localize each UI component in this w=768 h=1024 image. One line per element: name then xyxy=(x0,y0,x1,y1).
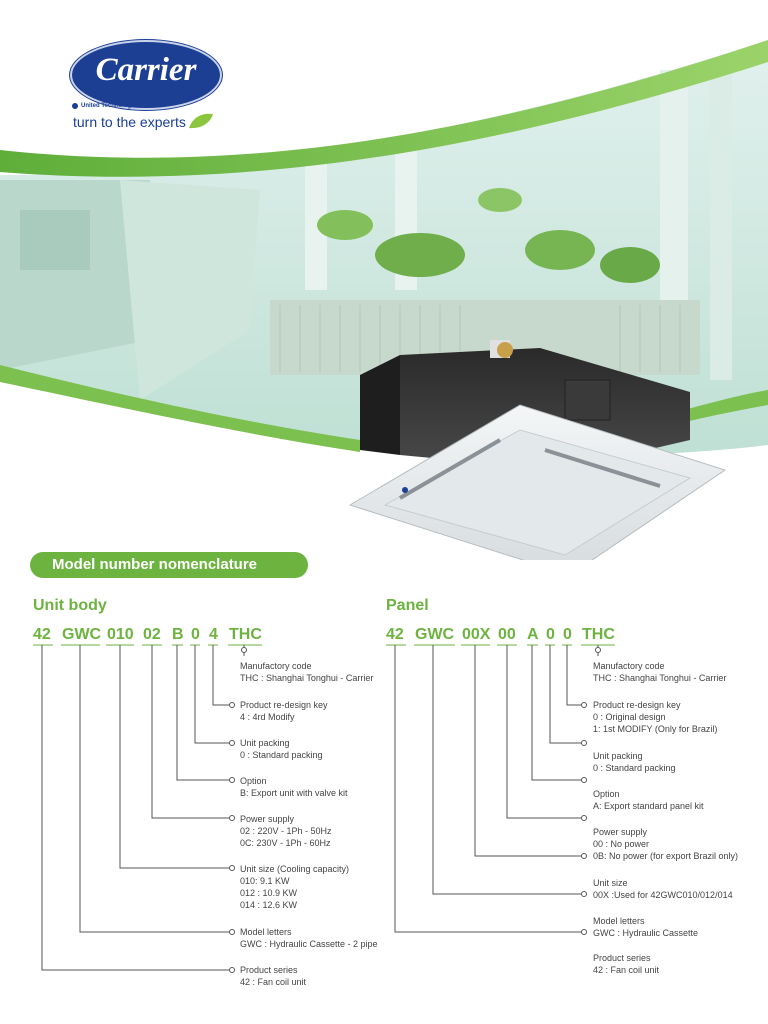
unit-body-title: Unit body xyxy=(33,597,107,614)
unit-body-code-part: 42 xyxy=(33,626,51,643)
panel-label-redesign: Product re-design key 0 : Original design 1: 1st MODIFY (Only for Brazil) xyxy=(593,700,718,734)
panel-label-model: Model letters GWC : Hydraulic Cassette xyxy=(593,916,699,938)
unit-body-code-part: 0 xyxy=(191,626,200,643)
panel-label-size: Unit size 00X :Used for 42GWC010/012/014 xyxy=(593,878,733,900)
unit-body-code-part: 4 xyxy=(209,626,218,643)
panel-code-part: 0 xyxy=(563,626,572,643)
panel-label-power: Power supply 00 : No power 0B: No power (for export Brazil only) xyxy=(593,827,739,861)
panel-code-part: 00X xyxy=(462,626,491,643)
parent-company: United Technologies xyxy=(81,103,140,109)
unit-body-label-redesign: Product re-design key 4 : 4rd Modify xyxy=(240,700,328,722)
section-banner: Model number nomenclature xyxy=(30,552,308,578)
unit-body-code-part: THC xyxy=(229,626,262,643)
panel-label-manufactory: Manufactory code THC : Shanghai Tonghui - Carrier xyxy=(593,661,727,683)
panel-code-part: 42 xyxy=(386,626,404,643)
unit-body-label-packing: Unit packing 0 : Standard packing xyxy=(240,738,323,760)
unit-body-code-part: B xyxy=(172,626,184,643)
unit-body-code-part: 02 xyxy=(143,626,161,643)
unit-body-label-power: Power supply 02 : 220V - 1Ph - 50Hz 0C: 230V - 1Ph - 60Hz xyxy=(240,814,332,848)
panel-label-option: Option A: Export standard panel kit xyxy=(593,789,704,811)
unit-body-label-option: Option B: Export unit with valve kit xyxy=(240,776,348,798)
brand-name: Carrier xyxy=(95,52,197,88)
unit-body-label-series: Product series 42 : Fan coil unit xyxy=(240,965,307,987)
unit-body-code-part: 010 xyxy=(107,626,134,643)
panel-title: Panel xyxy=(386,597,429,614)
panel-label-packing: Unit packing 0 : Standard packing xyxy=(593,751,676,773)
panel-code-part: A xyxy=(527,626,539,643)
unit-body-code-part: GWC xyxy=(62,626,102,643)
panel-label-series: Product series 42 : Fan coil unit xyxy=(593,953,660,975)
unit-body-label-manufactory: Manufactory code THC : Shanghai Tonghui - Carrier xyxy=(240,661,374,683)
panel-code-part: GWC xyxy=(415,626,455,643)
tagline: turn to the experts xyxy=(73,114,186,130)
panel-code-part: 0 xyxy=(546,626,555,643)
unit-body-label-model: Model letters GWC : Hydraulic Cassette - 2 pipe xyxy=(240,927,378,949)
unit-body-label-size: Unit size (Cooling capacity) 010: 9.1 KW 012 : 10.9 KW 014 : 12.6 KW xyxy=(240,864,350,910)
panel-code-part: THC xyxy=(582,626,615,643)
panel-code-part: 00 xyxy=(498,626,516,643)
